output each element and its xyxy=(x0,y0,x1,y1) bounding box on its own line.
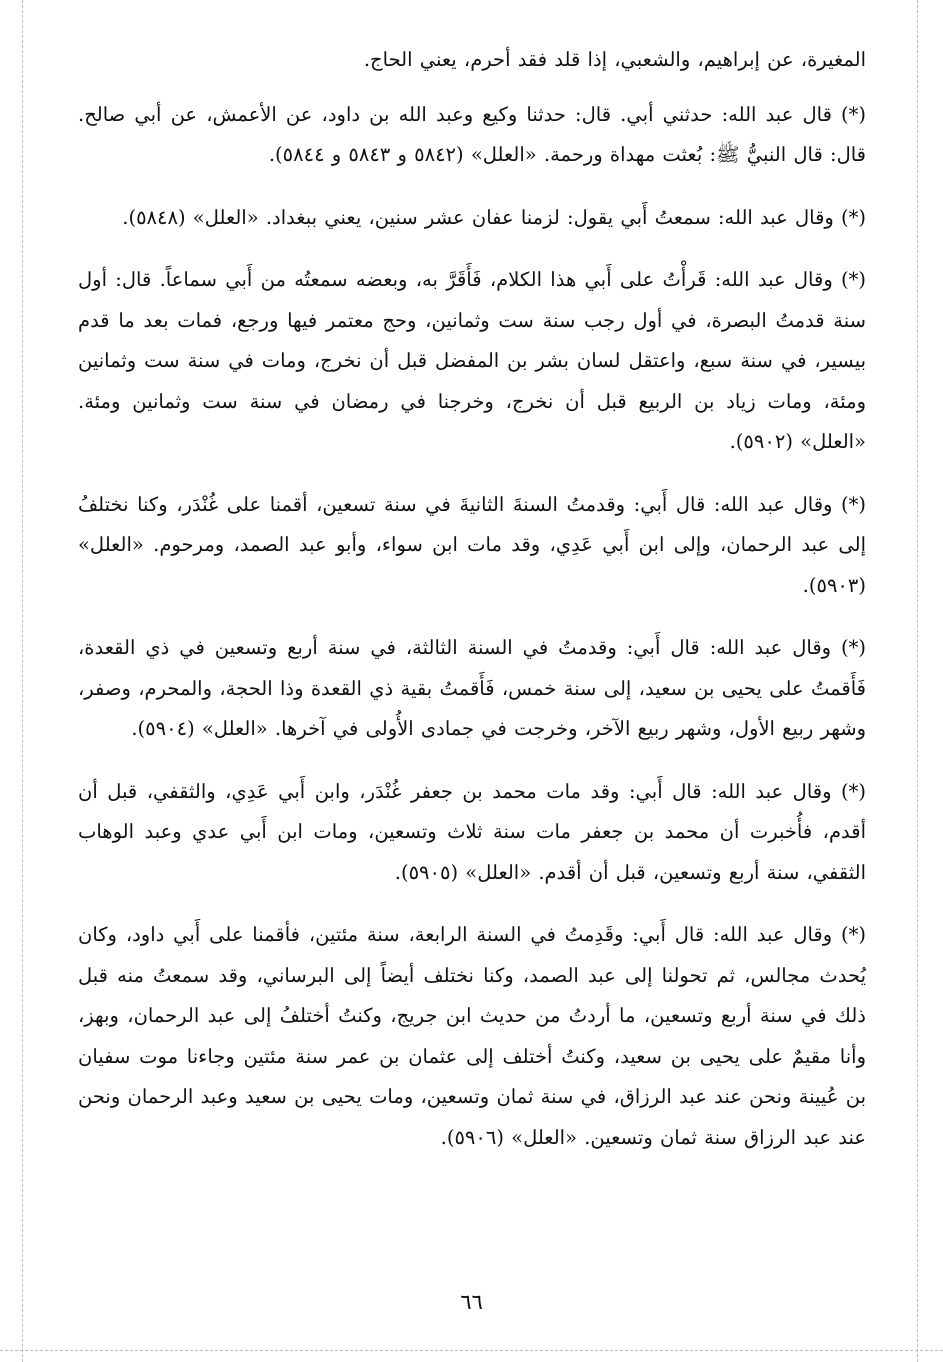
page-body xyxy=(78,40,866,1180)
paragraph-2: (*) قال عبد الله: حدثني أبي. قال: حدثنا وكيع وعبد الله بن داود، عن الأعمش، عن أبي صالح. قال: قال النبيُّ ﷺ: بُعثت مهداة ورحمة. «العلل» (٥٨٤٢ و ٥٨٤٣ و ٥٨٤٤). xyxy=(78,102,866,166)
paragraph-6: (*) وقال عبد الله: قال أَبي: وقدمتُ في السنة الثالثة، في سنة أربع وتسعين في ذي القعدة، فَأَقمتُ على يحيى بن سعيد، إلى سنة خمس، فَأَقمتُ بقية ذي القعدة وذا الحجة، والمحرم، وصفر، وشهر ربيع الأول، وشهر ربيع الآخر، وخرجت في جمادى الأُولى في آخرها. «العلل» (٥٩٠٤). xyxy=(78,636,866,740)
right-guide-line xyxy=(917,0,918,1362)
paragraph-7: (*) وقال عبد الله: قال أَبي: وقد مات محمد بن جعفر غُنْدَر، وابن أَبي عَدِي، والثقفي، قبل أن أقدم، فأُخبرت أن محمد بن جعفر مات سنة ثلاث وتسعين، ومات ابن أَبي عدي وعبد الوهاب الثقفي، سنة أربع وتسعين، قبل أن أقدم. «العلل» (٥٩٠٥). xyxy=(78,779,866,884)
paragraph-1: المغيرة، عن إبراهيم، والشعبي، إذا قلد فقد أحرم، يعني الحاج. xyxy=(363,48,866,71)
left-guide-line xyxy=(22,0,23,1362)
paragraph-4: (*) وقال عبد الله: قَرأْتُ على أَبي هذا الكلام، فَأَقَرَّ به، وبعضه سمعتُه من أَبي سماعاً. قال: أول سنة قدمتُ البصرة، في أول رجب سنة ست وثمانين، وحج معتمر فيها ورجع، فمات بعد ما قدم بيسير، في سنة سبع، واعتقل لسان بشر بن المفضل قبل أن نخرج، ومات في سنة ست وثمانين ومئة، ومات زياد بن الربيع قبل أن نخرج، وخرجنا في رمضان في سنة ست وثمانين ومئة. «العلل» (٥٩٠٢). xyxy=(78,268,866,453)
paragraph-5: (*) وقال عبد الله: قال أَبي: وقدمتُ السنةَ الثانيةَ في سنة تسعين، أقمنا على غُنْدَر، وكنا نختلفُ إلى عبد الرحمان، وإلى ابن أَبي عَدِي، وقد مات ابن سواء، وأبو عبد الصمد، ومرحوم. «العلل» (٥٩٠٣). xyxy=(78,492,866,597)
paragraph-8: (*) وقال عبد الله: قال أَبي: وقَدِمتُ في السنة الرابعة، سنة مئتين، فأقمنا على أَبي داود، وكان يُحدث مجالس، ثم تحولنا إلى عبد الصمد، وكنا نختلف أيضاً إلى البرساني، وقد سمعتُ منه قبل ذلك في سنة أربع وتسعين، ما أردتُ من حديث ابن جريج، وكنتُ أختلفُ إلى عبد الرحمان، وبهز، وأنا مقيمٌ على يحيى بن سعيد، وكنتُ أختلف إلى عثمان بن عمر سنة مئتين وجاءنا موت سفيان بن عُيينة ونحن عند عبد الرزاق، في سنة ثمان وتسعين، ومات يحيى بن سعيد وعبد الرحمان ونحن عند عبد الرزاق سنة ثمان وتسعين. «العلل» (٥٩٠٦). xyxy=(78,923,866,1149)
paragraph-3: (*) وقال عبد الله: سمعتُ أَبي يقول: لزمنا عفان عشر سنين، يعني ببغداد. «العلل» (٥٨٤٨). xyxy=(122,205,866,229)
page-number: ٦٦ xyxy=(460,1290,483,1314)
bottom-guide-line xyxy=(0,1350,943,1351)
